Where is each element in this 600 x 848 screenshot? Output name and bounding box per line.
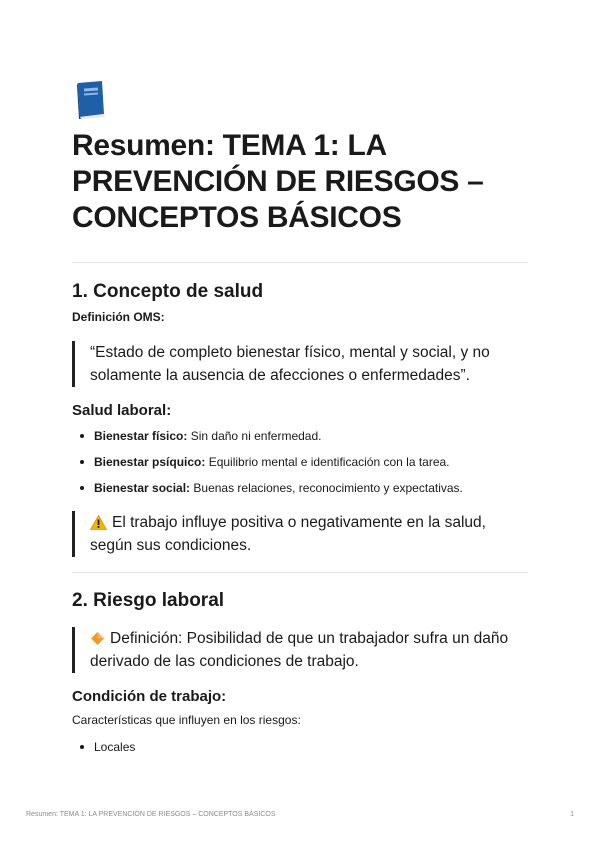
page-footer: [26, 811, 574, 818]
page-title: Resumen: TEMA 1: LA PREVENCIÓN DE RIESGOS – CONCEPTOS BÁSICOS: [72, 129, 484, 234]
blue-book-icon: [74, 80, 108, 120]
list-item: Bienestar psíquico: Equilibrio mental e identificación con la tarea.: [94, 455, 463, 469]
salud-laboral-list: [72, 429, 463, 507]
divider: [72, 572, 528, 573]
oms-quote: “Estado de completo bienestar físico, mental y social, y no solamente la ausencia de afecciones o enfermedades”.: [72, 341, 530, 387]
list-item: Bienestar social: Buenas relaciones, reconocimiento y expectativas.: [94, 481, 463, 495]
definition-label: Definición OMS:: [72, 310, 165, 324]
divider: [72, 262, 528, 263]
section-heading-riesgo: 2. Riesgo laboral: [72, 590, 225, 611]
list-item: Locales: [94, 740, 136, 754]
warning-icon: [90, 515, 107, 530]
definition-callout: Definición: Posibilidad de que un trabajador sufra un daño derivado de las condiciones de trabajo.: [72, 627, 530, 673]
warning-callout: El trabajo influye positiva o negativamente en la salud, según sus condiciones.: [72, 511, 530, 557]
subheading-condicion: Condición de trabajo:: [72, 688, 227, 705]
list-item: Bienestar físico: Sin daño ni enfermedad.: [94, 429, 463, 443]
condicion-list: [72, 740, 135, 766]
footer-title: Resumen: TEMA 1: LA PREVENCIÓN DE RIESGOS – CONCEPTOS BÁSICOS: [26, 811, 276, 818]
orange-diamond-icon: [90, 631, 105, 646]
condicion-intro: Características que influyen en los riesgos:: [72, 713, 301, 727]
page-number: 1: [570, 811, 574, 818]
subheading-salud-laboral: Salud laboral:: [72, 402, 172, 419]
section-heading-salud: 1. Concepto de salud: [72, 281, 264, 302]
